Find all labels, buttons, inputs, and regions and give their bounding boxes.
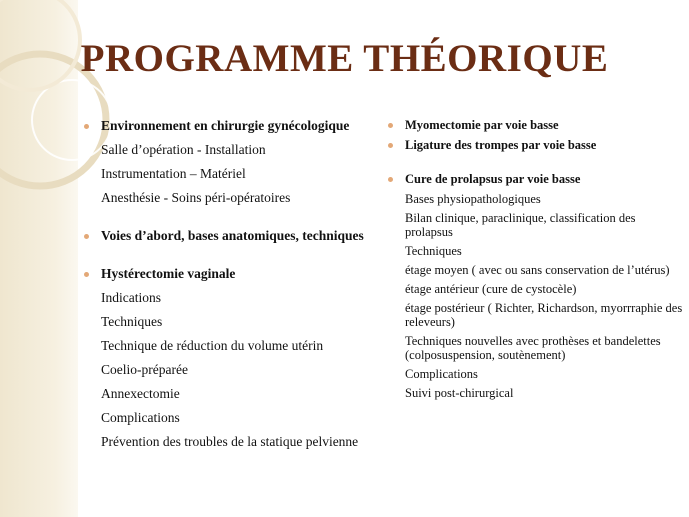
bullet-icon <box>388 177 393 182</box>
bullet-icon <box>84 234 89 239</box>
section-approaches <box>84 227 364 245</box>
list-item: Techniques <box>405 244 462 258</box>
right-column <box>388 117 683 400</box>
list-item: étage moyen ( avec ou sans conservation de l’utérus) <box>405 263 670 277</box>
section-heading: Voies d’abord, bases anatomiques, techniques <box>101 228 364 243</box>
list-item: Techniques nouvelles avec prothèses et bandelettes (colposuspension, soutènement) <box>405 334 661 362</box>
list-item: Bilan clinique, paraclinique, classification des prolapsus <box>405 211 636 239</box>
bullet-icon <box>84 272 89 277</box>
section-environment <box>84 117 364 207</box>
section-heading: Cure de prolapsus par voie basse <box>405 172 581 186</box>
left-column <box>84 117 364 451</box>
list-item: Complications <box>405 367 478 381</box>
list-item: étage antérieur (cure de cystocèle) <box>405 282 577 296</box>
list-item: Annexectomie <box>101 386 180 401</box>
section-heading: Hystérectomie vaginale <box>101 266 236 281</box>
list-item: Instrumentation – Matériel <box>101 166 246 181</box>
list-item: Bases physiopathologiques <box>405 192 541 206</box>
section-prolapse <box>388 171 683 400</box>
section-heading: Myomectomie par voie basse <box>405 118 559 132</box>
section-heading: Ligature des trompes par voie basse <box>405 138 597 152</box>
list-item: Suivi post-chirurgical <box>405 386 514 400</box>
section-hysterectomy <box>84 265 364 451</box>
bullet-icon <box>84 124 89 129</box>
list-item: Prévention des troubles de la statique pelvienne <box>101 434 359 449</box>
bullet-icon <box>388 123 393 128</box>
list-item: Anesthésie - Soins péri-opératoires <box>101 190 291 205</box>
slide-title: PROGRAMME THÉORIQUE <box>80 37 609 80</box>
list-item: Salle d’opération - Installation <box>101 142 266 157</box>
list-item: Techniques <box>101 314 163 329</box>
section-myomectomy <box>388 117 683 133</box>
list-item: Technique de réduction du volume utérin <box>101 338 324 353</box>
list-item: étage postérieur ( Richter, Richardson, myorrraphie des releveurs) <box>405 301 683 329</box>
section-tubal-ligation <box>388 137 683 153</box>
list-item: Complications <box>101 410 180 425</box>
list-item: Coelio-préparée <box>101 362 188 377</box>
list-item: Indications <box>101 290 161 305</box>
bullet-icon <box>388 143 393 148</box>
section-heading: Environnement en chirurgie gynécologique <box>101 118 350 133</box>
